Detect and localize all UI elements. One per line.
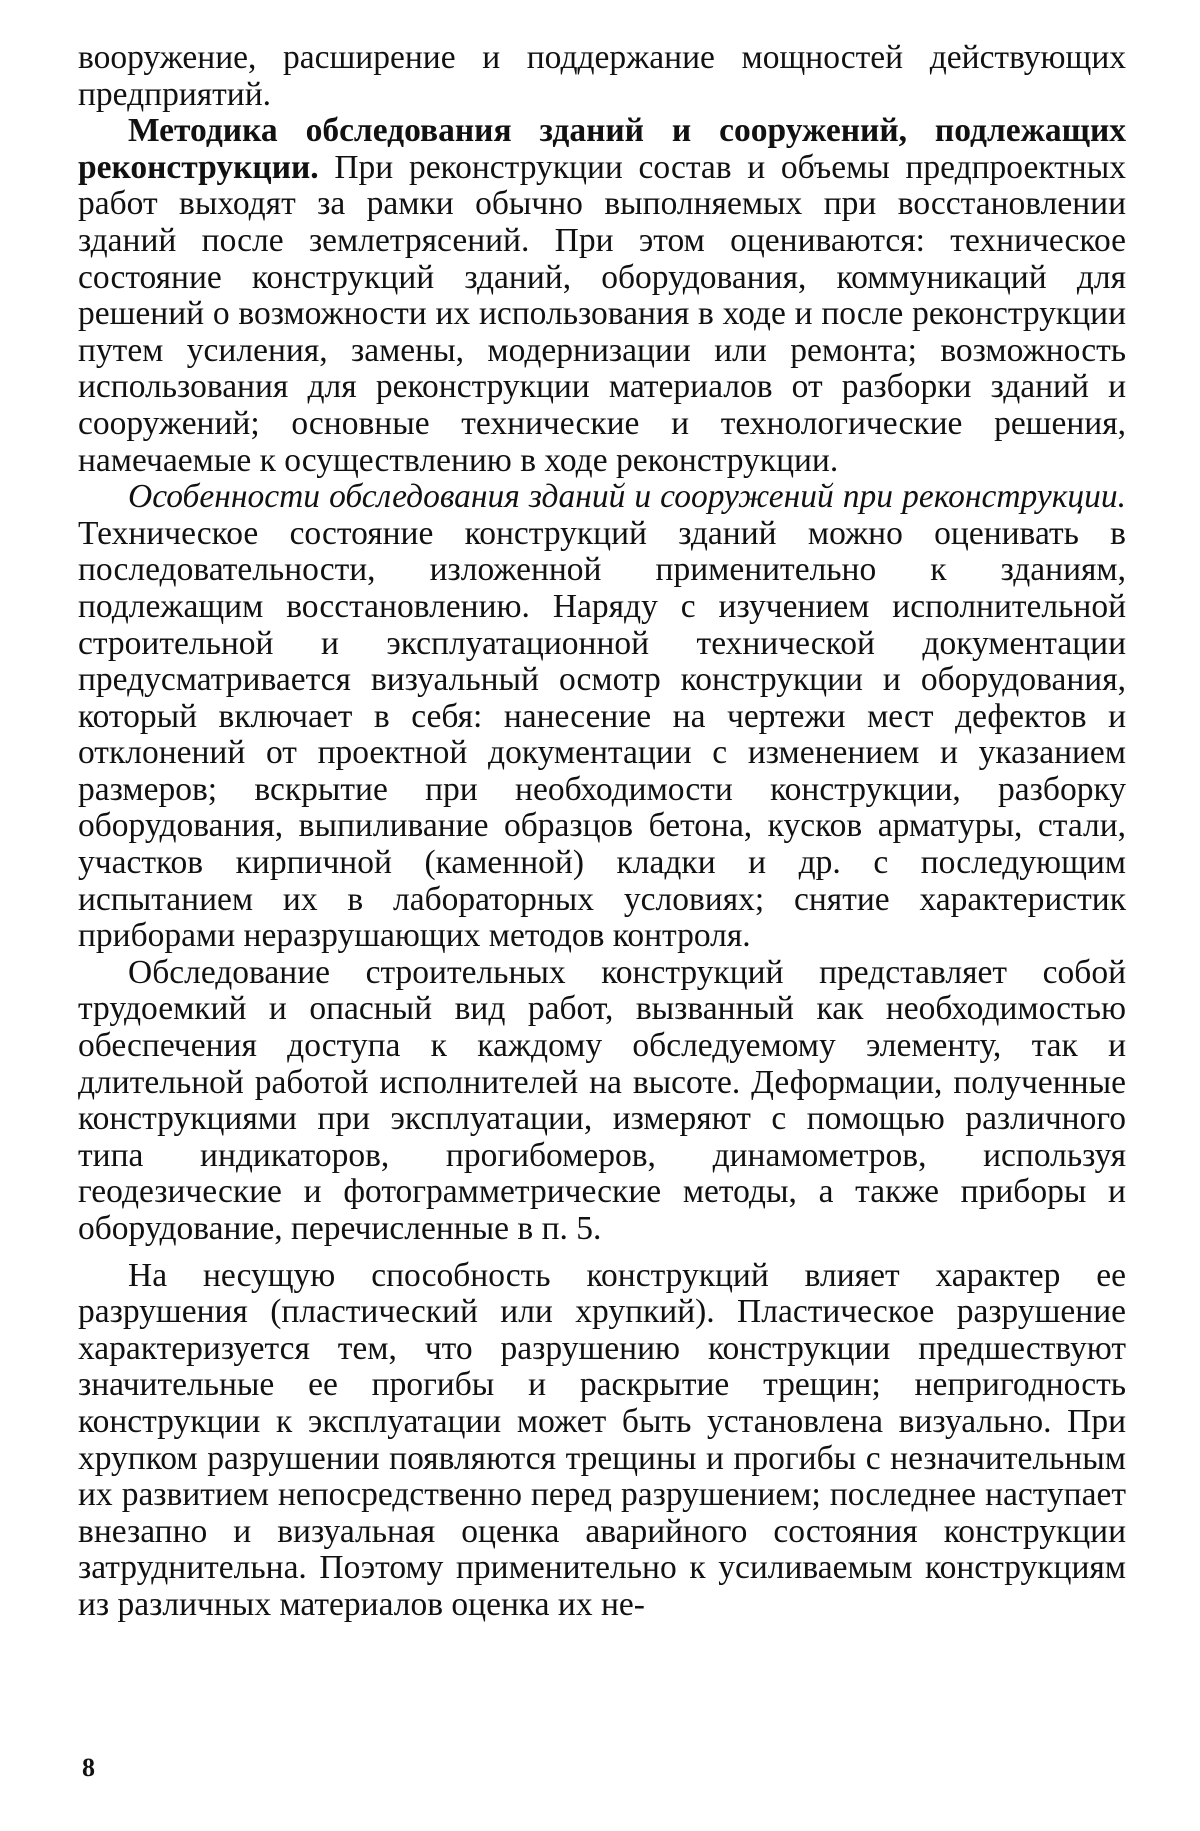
paragraph-intro [78, 40, 1126, 113]
paragraph-text: Обследование строительных конструкций представляет собой трудоемкий и опасный вид работ, вызванный как необходимостью обеспечения доступа к каждому обследуемому элементу, так и длительной работой исполнителей на высоте. Деформации, полученные конструкциями при эксплуатации, измеряют с помощью различного типа индикаторов, прогибомеров, динамометров, используя геодезические и фотограмметрические методы, а также приборы и оборудование, перечисленные в п. 5. [78, 953, 1126, 1247]
page-body [78, 40, 1126, 1624]
paragraph-survey [78, 955, 1126, 1248]
section-heading-bold: Методика обследования зданий и сооружений, подлежащих реконструкции. [78, 112, 1126, 186]
paragraph-text: Техническое состояние конструкций зданий можно оценивать в последовательности, изложенной применительно к зданиям, подлежащим восстановлению. Наряду с изучением исполнительной строительной и эксплуатационной технической документации предусматривается визуальный осмотр конструкции и оборудования, который включает в себя: нанесение на чертежи мест дефектов и отклонений от проектной документации с изменением и указанием размеров; вскрытие при необходимости конструкции, разборку оборудования, выпиливание образцов бетона, кусков арматуры, стали, участков кирпичной (каменной) кладки и др. с последующим испытанием их в лабораторных условиях; снятие характеристик приборами неразрушающих методов контроля. [78, 514, 1126, 955]
page-number: 8 [82, 1753, 95, 1782]
paragraph-features [78, 479, 1126, 955]
paragraph-text: При реконструкции состав и объемы предпроектных работ выходят за рамки обычно выполняемых при восстановлении зданий после землетрясений. При этом оцениваются: техническое состояние конструкций зданий, оборудования, коммуникаций для решений о возможности их использования в ходе и после реконструкции путем усиления, замены, модернизации или ремонта; возможность использования для реконструкции материалов от разборки зданий и сооружений; основные технические и технологические решения, намечаемые к осуществлению в ходе реконструкции. [78, 148, 1126, 479]
paragraph-text: На несущую способность конструкций влияет характер ее разрушения (пластический или хрупкий). Пластическое разрушение характеризуется тем, что разрушению конструкции предшествуют значительные ее прогибы и раскрытие трещин; непригодность конструкции к эксплуатации может быть установлена визуально. При хрупком разрушении появляются трещины и прогибы с незначительным их развитием непосредственно перед разрушением; последнее наступает внезапно и визуальная оценка аварийного состояния конструкции затруднительна. Поэтому применительно к усиливаемым конструкциям из различных материалов оценка их не- [78, 1256, 1126, 1623]
paragraph-bearing-capacity [78, 1258, 1126, 1624]
paragraph-text: вооружение, расширение и поддержание мощностей действующих предприятий. [78, 39, 1126, 113]
paragraph-methodology [78, 113, 1126, 479]
section-heading-italic: Особенности обследования зданий и сооружений при реконструкции. [128, 478, 1126, 516]
